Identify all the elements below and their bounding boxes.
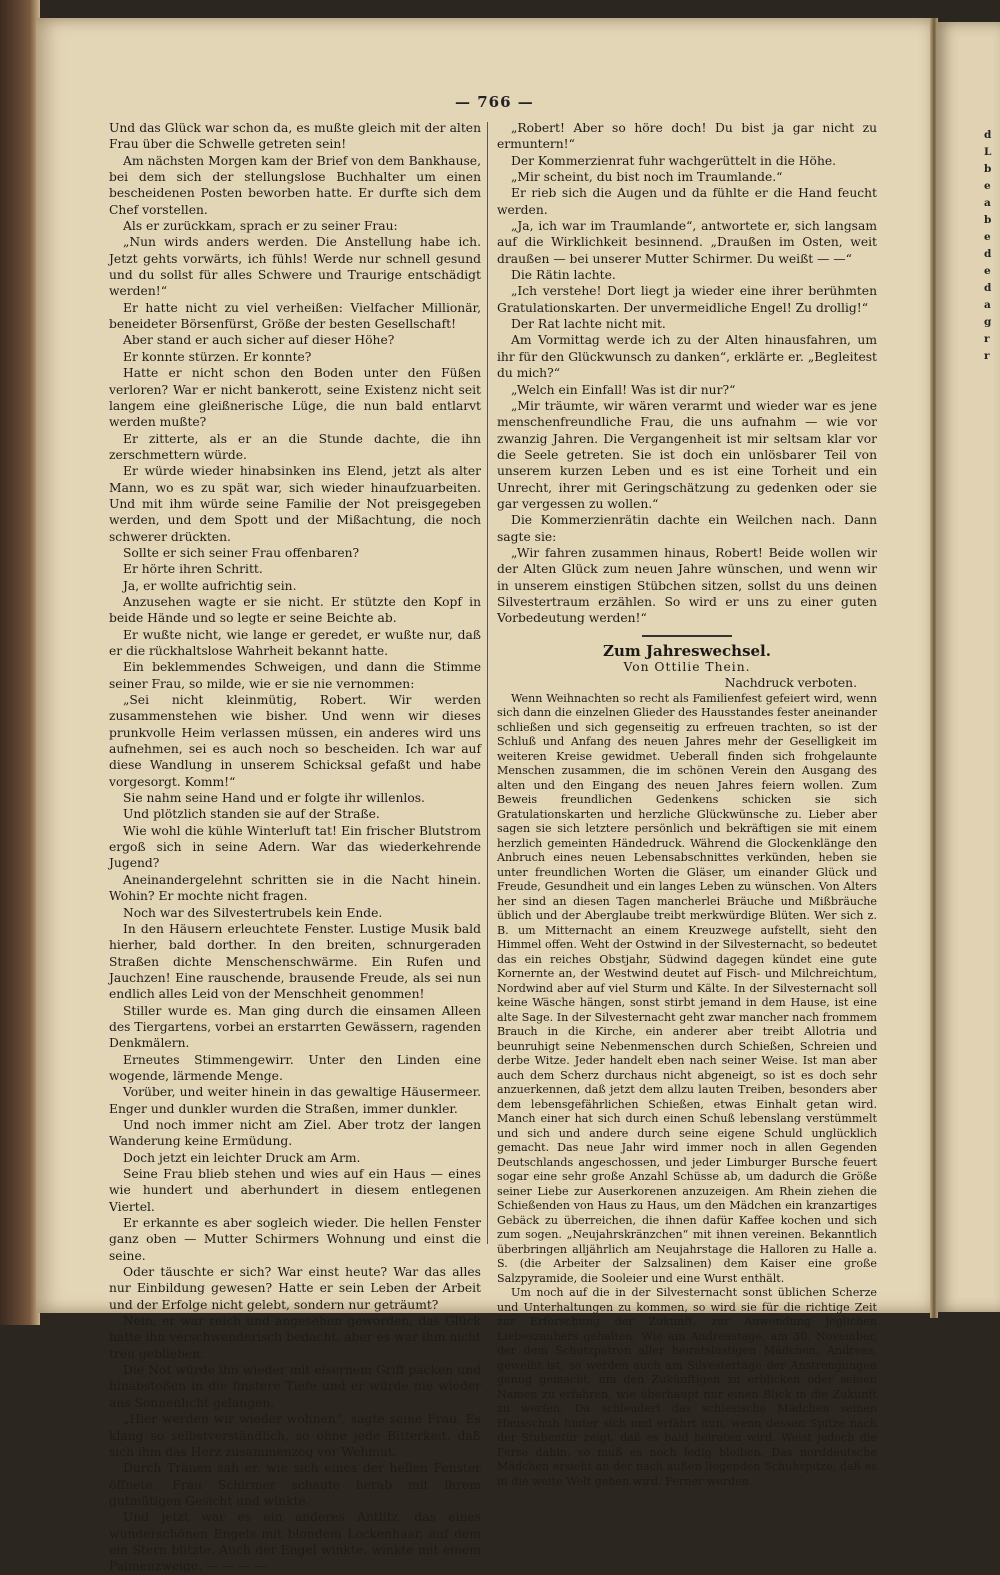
paragraph: Er hatte nicht zu viel verheißen: Vielfacher Millionär, beneideter Börsenfürst, Größe der besten Gesellschaft! (109, 300, 481, 332)
paragraph: Vorüber, und weiter hinein in das gewaltige Häusermeer. Enger und dunkler wurden die Straßen, immer dunkler. (109, 1085, 481, 1116)
paragraph: „Hier werden wir wieder wohnen“, sagte seine Frau. Es klang so selbstverständlich, so ohne jede Bitterkeit, daß sich ihm das Herz zusammenzog vor Wehmut. (109, 1412, 481, 1459)
paragraph: Die Kommerzienrätin dachte ein Weilchen nach. Dann sagte sie: (497, 513, 877, 544)
margin-letter: d (984, 129, 992, 141)
article-title: Zum Jahreswechsel. (603, 641, 771, 660)
paragraph: „Ja, ich war im Traumlande“, antwortete er, sich langsam auf die Wirklichkeit besinnend. „Draußen im Osten, weit draußen — bei unserer Mutter Schirmer. Du weißt — —“ (497, 219, 877, 266)
paragraph: Am nächsten Morgen kam der Brief von dem Bankhause, bei dem sich der stellungslose Buchhalter um einen bescheidenen Posten beworben hatte. Er durfte sich dem Chef vorstellen. (109, 153, 481, 217)
paragraph: Die Rätin lachte. (511, 268, 616, 283)
margin-letter: r (984, 333, 990, 345)
article-paragraph: Um noch auf die in der Silvesternacht sonst üblichen Scherze und Unterhaltungen zu kommen, so wird sie für die richtige Zeit zur Erforschung der Zukunft, zur Anwendung jeglichen Liebeszaubers gehalten. Wie am Andreastage, am 30. November, der dem Schutzpatron aller heiratslustigen Mädchen, Andreas, geweiht ist, so werden auch am Silvestertage der Anstrengungen genug gemacht, um den Zukünftigen zu erblicken oder seinen Namen zu erfahren, wie überhaupt nur einen Blick in die Zukunft zu werfen. Da schleudert das schlesische Mädchen seinen Hausschuh hinter sich und erfährt nun, wenn dessen Spitze nach der Stubentür zeigt, daß es bald heiraten wird. Weist jedoch die Ferse dahin, so muß es noch ledig bleiben. Das norddeutsche Mädchen ersieht an der nach außen liegenden Schuhspitze, daß es in die weite Welt gehen wird. Ferner werden (497, 1286, 877, 1488)
paragraph: In den Häusern erleuchtete Fenster. Lustige Musik bald hierher, bald dorther. In den breiten, schnurgeraden Straßen dichte Menschenschwärme. Ein Rufen und Jauchzen! Eine rauschende, brausende Freude, als sei nun endlich alles Leid von der Menschheit genommen! (109, 921, 481, 1002)
paragraph: Und das Glück war schon da, es mußte gleich mit der alten Frau über die Schwelle getreten sein! (109, 121, 481, 152)
paragraph: Ja, er wollte aufrichtig sein. (123, 578, 297, 593)
margin-letter: e (984, 180, 991, 192)
paragraph: Er hörte ihren Schritt. (123, 562, 263, 577)
margin-letter: b (984, 163, 992, 175)
reprint-notice: Nachdruck verboten. (724, 676, 857, 691)
adjacent-page-text (984, 127, 991, 365)
article-paragraph: Wenn Weihnachten so recht als Familienfest gefeiert wird, wenn sich dann die einzelnen Glieder des Hausstandes fester aneinander schließen und sich gegenseitig zu erfreuen trachten, so ist der Schluß und Anfang des neuen Jahres mehr der Geselligkeit im weiteren Kreise gewidmet. Ueberall finden sich frohgelaunte Menschen zusammen, die im schönen Verein den Ausgang des alten und den Eingang des neuen Jahres feiern wollen. Zum Beweis freundlichen Gedenkens schicken sie sich Gratulationskarten und herzliche Glückwünsche zu. Lieber aber sagen sie sich letztere persönlich und bekräftigen sie mit einem herzlich gemeinten Händedruck. Während die Glockenklänge den Anbruch eines neuen Lebensabschnittes verkünden, heben sie unter freundlichen Worten die Gläser, um einander Glück und Freude, Gesundheit und ein langes Leben zu wünschen. Von Alters her sind an diesen Tagen mancherlei Bräuche und Mißbräuche üblich und der Aberglaube treibt merkwürdige Blüten. Wer sich z. B. um Mitternacht an einem Kreuzwege aufstellt, sieht den Himmel offen. Weht der Ostwind in der Silvesternacht, so bedeutet das ein reiches Obstjahr, Südwind dagegen kündet eine gute Kornernte an, der Westwind deutet auf Fisch- und Milchreichtum, Nordwind aber auf viel Sturm und Kälte. In der Silvesternacht soll keine Wäsche hängen, sonst stirbt jemand in dem Hause, ist eine alte Sage. In der Silvesternacht geht zwar mancher nach frommem Brauch in die Kirche, ein anderer aber treibt Allotria und beunruhigt seine Nebenmenschen durch Schießen, Schreien und derbe Witze. Jeder handelt eben nach seiner Weise. Ist man aber auch dem Scherz durchaus nicht abgeneigt, so ist es doch sehr anzuerkennen, daß jetzt dem allzu lauten Treiben, besonders aber dem lebensgefährlichen Schießen, etwas Einhalt getan wird. Manch einer hat sich durch einen Schuß lebenslang verstümmelt und sich und andere durch seine eigene Schuld unglücklich gemacht. Das neue Jahr wird immer noch in allen Gegenden Deutschlands angeschossen, und jeder Limburger Bursche feuert sogar eine sehr große Anzahl Schüsse ab, um dadurch die Größe seiner Liebe zur Auserkorenen anzuzeigen. Am Rhein ziehen die Schießenden von Haus zu Haus, um den Mädchen ein kranzartiges Gebäck zu überreichen, die ihnen dafür Kaffee kochen und sich zum sogen. „Neujahrskränzchen“ mit ihnen vereinen. Bekanntlich überbringen alljährlich am Neujahrstage die Halloren zu Halle a. S. (die Arbeiter der Salzsalinen) dem Kaiser eine große Salzpyramide, die Sooleier und eine Wurst enthält. (497, 691, 877, 1285)
page-number: — 766 — (455, 93, 534, 111)
paragraph: „Welch ein Einfall! Was ist dir nur?“ (511, 382, 736, 397)
paragraph: Doch jetzt ein leichter Druck am Arm. (123, 1150, 361, 1165)
margin-letter: d (984, 282, 992, 294)
paragraph: Aber stand er auch sicher auf dieser Höhe? (123, 333, 395, 348)
paragraph: „Mir träumte, wir wären verarmt und wieder war es jene menschenfreundliche Frau, die uns aufnahm — wie vor zwanzig Jahren. Die Vergangenheit ist mir seltsam klar vor die Seele getreten. Sie ist doch ein unlösbarer Teil von unserem kurzen Leben und es ist eine Torheit und ein Unrecht, ihrer mit Geringschätzung zu gedenken oder sie gar vergessen zu wollen.“ (497, 398, 877, 511)
paragraph: Ein beklemmendes Schweigen, und dann die Stimme seiner Frau, so milde, wie er sie nie vernommen: (109, 660, 481, 691)
paragraph: Oder täuschte er sich? War einst heute? War das alles nur Einbildung gewesen? Hatte er sein Leben der Arbeit und der Erfolge nicht gelebt, sondern nur geträumt? (109, 1265, 481, 1312)
margin-letter: r (984, 350, 990, 362)
paragraph: Nein, er war reich und angesehen geworden, das Glück hatte ihn verschwenderisch bedacht, aber es war ihm nicht treu geblieben. (109, 1314, 481, 1361)
margin-letter: g (984, 316, 992, 328)
paragraph: Er zitterte, als er an die Stunde dachte, die ihn zerschmettern würde. (109, 431, 481, 462)
paragraph: Und jetzt war es ein anderes Antlitz, das eines wunderschönen Engels mit blondem Lockenhaar, auf dem ein Stern blitzte. Auch der Engel winkte, winkte mit einem Palmenzweige. — — — — (109, 1510, 481, 1574)
paragraph: Noch war des Silvestertrubels kein Ende. (123, 905, 383, 920)
paragraph: „Sei nicht kleinmütig, Robert. Wir werden zusammenstehen wie bisher. Und wenn wir dieses prunkvolle Heim verlassen müssen, ein anderes wird uns aufnehmen, sei es auch noch so bescheiden. Ich war auf diese Wandlung in unserem Schicksal gefaßt und habe vorgesorgt. Komm!“ (109, 693, 481, 789)
paragraph: Stiller wurde es. Man ging durch die einsamen Alleen des Tiergartens, vorbei an erstarrten Gewässern, ragenden Denkmälern. (109, 1003, 481, 1051)
margin-letter: e (984, 265, 991, 277)
margin-letter: b (984, 214, 992, 226)
margin-letter: d (984, 248, 992, 260)
adjacent-page-edge (936, 22, 1000, 1312)
paragraph: Sollte er sich seiner Frau offenbaren? (123, 545, 360, 560)
paragraph: Er erkannte es aber sogleich wieder. Die hellen Fenster ganz oben — Mutter Schirmers Wohnung und einst die seine. (109, 1216, 481, 1263)
book-binding-left (0, 0, 40, 1325)
paragraph: Der Kommerzienrat fuhr wachgerüttelt in die Höhe. (511, 153, 837, 168)
margin-letter: L (984, 146, 992, 158)
paragraph: Seine Frau blieb stehen und wies auf ein Haus — eines wie hundert und aberhundert in diesem entlegenen Viertel. (109, 1167, 481, 1214)
paragraph: Er würde wieder hinabsinken ins Elend, jetzt als alter Mann, wo es zu spät war, sich wieder hinaufzuarbeiten. Und mit ihm würde seine Familie der Not preisgegeben werden, und dem Spott und der Mißachtung, die noch schwerer drückten. (109, 464, 481, 544)
paragraph: Er konnte stürzen. Er konnte? (123, 349, 312, 364)
paragraph: „Wir fahren zusammen hinaus, Robert! Beide wollen wir der Alten Glück zum neuen Jahre wünschen, und wenn wir in unserem einstigen Stübchen sitzen, sollst du uns deinen Silvestertraum erzählen. So wird er uns zu einer guten Vorbedeutung werden!“ (497, 545, 877, 626)
paragraph: Als er zurückkam, sprach er zu seiner Frau: (123, 219, 398, 234)
margin-letter: e (984, 231, 991, 243)
paragraph: „Mir scheint, du bist noch im Traumlande.“ (511, 170, 783, 185)
left-column (109, 120, 481, 1575)
paragraph: Sie nahm seine Hand und er folgte ihr willenlos. (123, 791, 425, 806)
paragraph: Und plötzlich standen sie auf der Straße. (123, 807, 380, 822)
paragraph: Er wußte nicht, wie lange er geredet, er wußte nur, daß er die rückhaltslose Wahrheit bekannt hatte. (109, 627, 481, 658)
column-divider (487, 122, 488, 1244)
paragraph: Am Vormittag werde ich zu der Alten hinausfahren, um ihr für den Glückwunsch zu danken“, erklärte er. „Begleitest du mich?“ (497, 333, 877, 381)
paragraph: Erneutes Stimmengewirr. Unter den Linden eine wogende, lärmende Menge. (109, 1052, 481, 1083)
margin-letter: a (984, 299, 991, 311)
paragraph: Der Rat lachte nicht mit. (511, 317, 666, 332)
margin-letter: a (984, 197, 991, 209)
paragraph: Und noch immer nicht am Ziel. Aber trotz der langen Wanderung keine Ermüdung. (109, 1117, 481, 1149)
paragraph: Wie wohl die kühle Winterluft tat! Ein frischer Blutstrom ergoß sich in seine Adern. War das wiederkehrende Jugend? (109, 823, 481, 871)
paragraph: „Robert! Aber so höre doch! Du bist ja gar nicht zu ermuntern!“ (497, 121, 877, 152)
paragraph: Er rieb sich die Augen und da fühlte er die Hand feucht werden. (497, 186, 877, 217)
paragraph: „Ich verstehe! Dort liegt ja wieder eine ihrer berühmten Gratulationskarten. Der unvermeidliche Engel! Zu drollig!“ (497, 284, 877, 315)
paragraph: Hatte er nicht schon den Boden unter den Füßen verloren? War er nicht bankerott, seine Existenz nicht seit langem eine gleißnerische Lüge, die nun bald entlarvt werden mußte? (109, 366, 481, 430)
paragraph: Anzusehen wagte er sie nicht. Er stützte den Kopf in beide Hände und so legte er seine Beichte ab. (109, 594, 481, 626)
section-separator (642, 635, 732, 637)
paragraph: „Nun wirds anders werden. Die Anstellung habe ich. Jetzt gehts vorwärts, ich fühls! Werde nur schnell gesund und du sollst für alles Schwere und Traurige entschädigt werden!“ (109, 235, 481, 299)
article-body (497, 692, 877, 1490)
right-column (497, 120, 877, 1489)
paragraph: Die Not würde ihn wieder mit eisernem Griff packen und hinabstoßen in die finstere Tiefe und er würde nie wieder ans Sonnenlicht gelangen. (109, 1363, 481, 1410)
story-continuation (497, 120, 877, 627)
article-byline: Von Ottilie Thein. (623, 660, 751, 674)
paragraph: Aneinandergelehnt schritten sie in die Nacht hinein. Wohin? Er mochte nicht fragen. (109, 872, 481, 904)
paragraph: Durch Tränen sah er, wie sich eines der hellen Fenster öffnete. Frau Schirmer schaute herab mit ihrem gutmütigen Gesicht und winkte. (109, 1461, 481, 1508)
